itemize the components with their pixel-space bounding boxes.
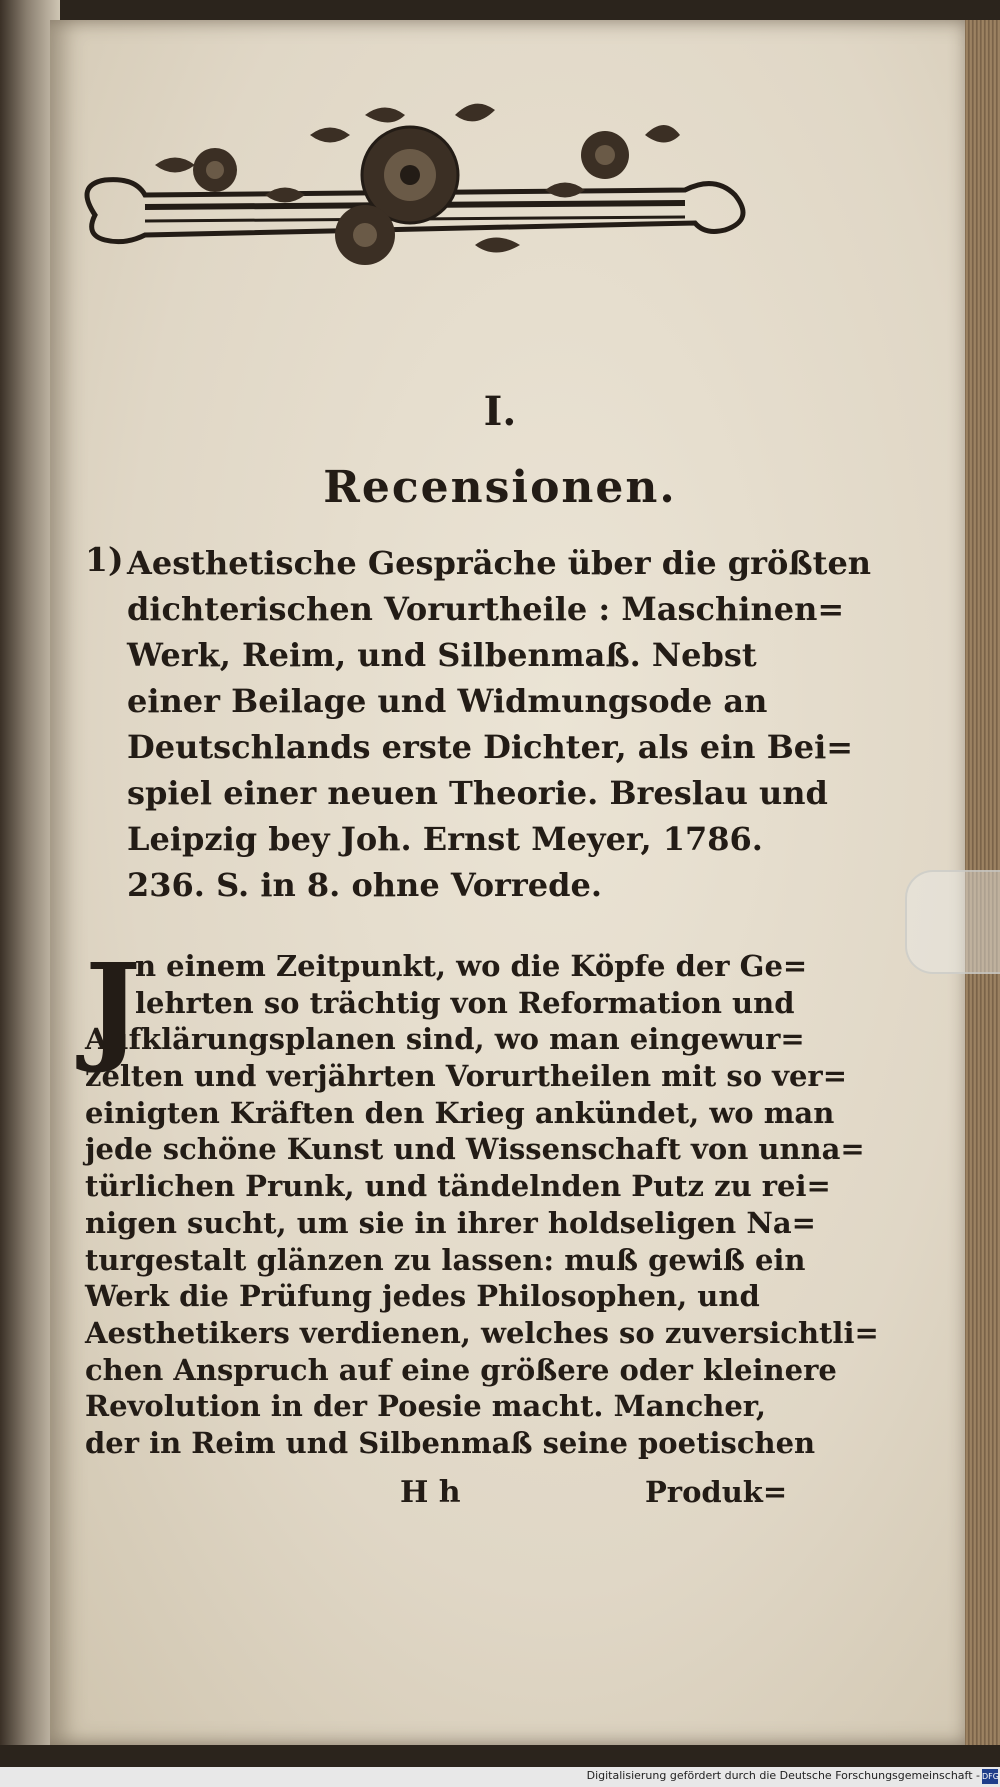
signature-mark: H h — [400, 1475, 461, 1510]
body-paragraph — [85, 937, 879, 1462]
citation-line: 236. S. in 8. ohne Vorrede. — [127, 866, 602, 904]
chapter-numeral: I. — [483, 388, 517, 435]
digitization-footer — [0, 1767, 1000, 1787]
dfg-logo-icon: DFG — [982, 1769, 998, 1784]
body-line: chen Anspruch auf eine größere oder kleinere — [85, 1352, 837, 1387]
body-line: Aesthetikers verdienen, welches so zuversichtli= — [85, 1315, 879, 1350]
body-line: zelten und verjährten Vorurtheilen mit so ver= — [85, 1059, 848, 1094]
citation-line: einer Beilage und Widmungsode an — [127, 682, 768, 720]
body-line: nigen sucht, um sie in ihrer holdseligen Na= — [85, 1205, 816, 1240]
review-number: 1) — [85, 540, 124, 579]
citation-line: Deutschlands erste Dichter, als ein Bei= — [127, 728, 854, 766]
floral-headpiece-ornament — [65, 95, 765, 285]
body-line: Werk die Prüfung jedes Philosophen, und — [85, 1279, 760, 1314]
citation-line: Leipzig bey Joh. Ernst Meyer, 1786. — [127, 820, 763, 858]
body-line: n einem Zeitpunkt, wo die Köpfe der Ge= — [135, 949, 808, 983]
citation-line: Werk, Reim, und Silbenmaß. Nebst — [127, 636, 757, 674]
book-bottom-edge — [0, 1745, 1000, 1767]
citation-line: dichterischen Vorurtheile : Maschinen= — [127, 590, 845, 628]
page-clip — [905, 870, 1000, 974]
body-line: Revolution in der Poesie macht. Mancher, — [85, 1389, 767, 1424]
body-line: jede schöne Kunst und Wissenschaft von unna= — [85, 1132, 865, 1167]
body-line: der in Reim und Silbenmaß seine poetischen — [85, 1425, 816, 1460]
footer-credit: Digitalisierung gefördert durch die Deutsche Forschungsgemeinschaft - — [586, 1769, 980, 1782]
section-title: Recensionen. — [323, 462, 677, 513]
body-line: einigten Kräften den Krieg ankündet, wo man — [85, 1095, 835, 1130]
body-line: lehrten so trächtig von Reformation und — [135, 985, 795, 1020]
citation-line: spiel einer neuen Theorie. Breslau und — [127, 774, 828, 812]
body-line: türlichen Prunk, und tändelnden Putz zu rei= — [85, 1169, 831, 1204]
drop-cap: J — [85, 937, 141, 1076]
citation-line: Aesthetische Gespräche über die größten — [127, 544, 872, 582]
review-citation — [127, 540, 872, 908]
body-line: Aufklärungsplanen sind, wo man eingewur= — [85, 1022, 805, 1057]
catchword: Produk= — [645, 1475, 788, 1509]
body-line: turgestalt glänzen zu lassen: muß gewiß ein — [85, 1242, 806, 1277]
